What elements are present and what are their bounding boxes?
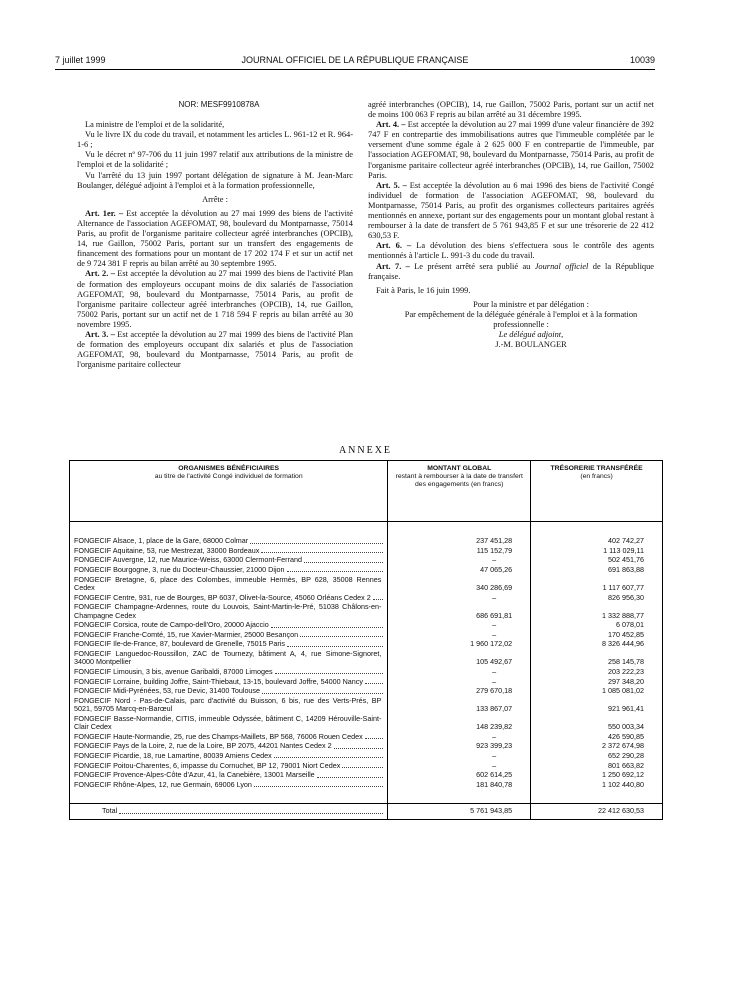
- col2-subtitle: restant à rembourser à la date de transfert des engagements (en francs): [395, 473, 523, 488]
- vu-arrete: Vu l'arrêté du 13 juin 1997 portant délégation de signature à M. Jean-Marc Boulanger, délégué adjoint à l'emploi et à la formation professionnelle,: [77, 170, 353, 190]
- header-date: 7 juillet 1999: [55, 55, 106, 65]
- organisme-name: FONGECIF Bourgogne, 3, rue du Docteur-Chaussier, 21000 Dijon: [74, 564, 285, 574]
- annexe-header-row: [70, 461, 663, 522]
- article-3-continued: agréé interbranches (OPCIB), 14, rue Gaillon, 75002 Paris, portant sur un actif net de moins 100 063 F repris au bilan arrêté au 31 décembre 1995.: [368, 100, 654, 120]
- table-row: [70, 741, 663, 751]
- tresorerie-cell: 691 863,88: [531, 565, 663, 575]
- col3-title: TRÉSORERIE TRANSFÉRÉE: [550, 465, 643, 472]
- total-tresorerie: 22 412 630,53: [531, 804, 663, 819]
- table-row: [70, 696, 663, 714]
- organisme-cell: [70, 630, 388, 640]
- organisme-name: FONGECIF Lorraine, building Joffre, Saint-Thiebaut, 13-15, boulevard Joffre, 54000 Nancy: [74, 676, 363, 686]
- organisme-name: FONGECIF Haute-Normandie, 25, rue des Champs-Maillets, BP 568, 76006 Rouen Cedex: [74, 731, 363, 741]
- article-4-label: Art. 4. –: [376, 120, 406, 130]
- table-row: [70, 592, 663, 602]
- header-rule: [55, 69, 655, 70]
- page-number: 10039: [629, 55, 655, 65]
- signature-line-3: [368, 330, 654, 340]
- montant-cell: –: [388, 555, 531, 565]
- tresorerie-cell: 1 332 888,77: [531, 602, 663, 620]
- organisme-cell: [70, 592, 388, 602]
- organisme-name: FONGECIF Nord - Pas-de-Calais, parc d'activité du Buisson, 6 bis, rue des Verts-Prés, BP 5021, 59705 Marcq-en-Barœul: [74, 695, 382, 714]
- organisme-name: FONGECIF Bretagne, 6, place des Colombes, immeuble Hermès, BP 628, 35008 Rennes Cedex: [74, 574, 382, 592]
- montant-cell: –: [388, 676, 531, 686]
- arrete-heading: Arrête :: [202, 194, 228, 204]
- tresorerie-cell: 258 145,78: [531, 649, 663, 667]
- tresorerie-cell: 203 222,23: [531, 667, 663, 677]
- table-row: [70, 686, 663, 696]
- article-7-text-b: de la République française.: [368, 261, 655, 281]
- montant-cell: 47 065,26: [388, 565, 531, 575]
- organisme-name: FONGECIF Corsica, route de Campo-dell'Oro, 20000 Ajaccio: [74, 620, 269, 630]
- article-2-label: Art. 2. –: [85, 269, 115, 279]
- article-5-text: Est acceptée la dévolution au 6 mai 1996 des biens de l'activité Congé individuel de formation de l'association AGEFOMAT, 98, boulevard du Montparnasse, 75014 Paris, au profit des organismes collecteurs paritaires agréés mentionnés en annexe, portant sur des engagements pour un montant global restant à rembourser à la date de transfert de 5 761 943,85 F et sur une trésorerie de 22 412 630,53 F.: [368, 180, 655, 241]
- article-2: [77, 269, 353, 330]
- montant-cell: 237 451,28: [388, 536, 531, 546]
- signature-line-2: Par empêchement de la déléguée générale à l'emploi et à la formation professionnelle :: [404, 309, 638, 329]
- montant-cell: 923 399,23: [388, 741, 531, 751]
- organisme-cell: [70, 536, 388, 546]
- tresorerie-cell: 8 326 444,96: [531, 639, 663, 649]
- montant-cell: 115 152,79: [388, 546, 531, 556]
- montant-cell: –: [388, 732, 531, 742]
- organisme-cell: [70, 686, 388, 696]
- organisme-cell: [70, 639, 388, 649]
- left-column: [77, 100, 353, 370]
- journal-officiel-ref: Journal officiel: [534, 261, 589, 271]
- table-row: [70, 546, 663, 556]
- table-row: [70, 555, 663, 565]
- table-row: [70, 574, 663, 592]
- organisme-cell: [70, 741, 388, 751]
- organisme-name: FONGECIF Midi-Pyrénées, 53, rue Devic, 31400 Toulouse: [74, 686, 261, 696]
- annexe-title: ANNEXE: [338, 445, 393, 456]
- col1-title: ORGANISMES BÉNÉFICIAIRES: [178, 465, 280, 472]
- table-row: [70, 649, 663, 667]
- organisme-name: FONGECIF Franche-Comté, 15, rue Xavier-Marmier, 25000 Besançon: [74, 629, 299, 639]
- article-7-text-a: Le présent arrêté sera publié au: [414, 261, 531, 271]
- signature-name: J.-M. BOULANGER: [495, 340, 567, 350]
- organisme-name: FONGECIF Aquitaine, 53, rue Mestrezat, 33000 Bordeaux: [74, 545, 260, 555]
- table-row: [70, 714, 663, 732]
- tresorerie-cell: 1 102 440,80: [531, 780, 663, 790]
- montant-cell: 133 867,07: [388, 696, 531, 714]
- organisme-cell: [70, 780, 388, 790]
- table-row: [70, 602, 663, 620]
- montant-cell: –: [388, 620, 531, 630]
- montant-cell: 340 286,69: [388, 574, 531, 592]
- montant-cell: –: [388, 667, 531, 677]
- organisme-name: FONGECIF Poitou-Charentes, 6, impasse du Cornuchet, BP 12, 79001 Niort Cedex: [74, 760, 341, 770]
- article-1: [77, 209, 353, 270]
- vu-code-travail: Vu le livre IX du code du travail, et notamment les articles L. 961-12 et R. 964-1-6 ;: [77, 130, 353, 150]
- table-row: [70, 639, 663, 649]
- tresorerie-cell: 801 663,82: [531, 760, 663, 770]
- montant-cell: –: [388, 592, 531, 602]
- organisme-name: FONGECIF Limousin, 3 bis, avenue Garibaldi, 87000 Limoges: [74, 666, 273, 676]
- organisme-name: FONGECIF Ile-de-France, 87, boulevard de Grenelle, 75015 Paris: [74, 639, 285, 649]
- organisme-cell: [70, 676, 388, 686]
- montant-cell: 181 840,78: [388, 780, 531, 790]
- tresorerie-cell: 402 742,27: [531, 536, 663, 546]
- organisme-name: FONGECIF Alsace, 1, place de la Gare, 68000 Colmar: [74, 536, 249, 546]
- montant-cell: 148 239,82: [388, 714, 531, 732]
- organisme-name: FONGECIF Auvergne, 12, rue Maurice-Weiss, 63000 Clermont-Ferrand: [74, 555, 302, 565]
- signature-line-1: Pour la ministre et par délégation :: [473, 299, 589, 309]
- article-5: [368, 181, 654, 242]
- right-column: [368, 100, 654, 350]
- organisme-name: FONGECIF Languedoc-Roussillon, ZAC de Tournezy, bâtiment A, 4, rue Simone-Signoret, 34000 Montpellier: [74, 648, 382, 667]
- montant-cell: –: [388, 760, 531, 770]
- organisme-cell: [70, 732, 388, 742]
- tresorerie-cell: 426 590,85: [531, 732, 663, 742]
- montant-cell: 602 614,25: [388, 770, 531, 780]
- nor-reference: NOR: MESF9910878A: [178, 100, 260, 109]
- article-3-label: Art. 3. –: [85, 329, 115, 339]
- tresorerie-cell: 297 348,20: [531, 676, 663, 686]
- col-montant-header: [388, 461, 531, 522]
- organisme-cell: [70, 770, 388, 780]
- tresorerie-cell: 1 113 029,11: [531, 546, 663, 556]
- montant-cell: 279 670,18: [388, 686, 531, 696]
- organisme-name: FONGECIF Picardie, 18, rue Lamartine, 80039 Amiens Cedex: [74, 750, 272, 760]
- article-4: [368, 120, 654, 181]
- organisme-name: FONGECIF Basse-Normandie, CITIS, immeuble Odyssée, bâtiment C, 14209 Hérouville-Saint-Clair Cedex: [74, 713, 382, 732]
- table-row: [70, 676, 663, 686]
- page-header: [55, 55, 655, 69]
- annexe-table: [69, 460, 663, 820]
- tresorerie-cell: 921 961,41: [531, 696, 663, 714]
- table-row: [70, 770, 663, 780]
- montant-cell: –: [388, 751, 531, 761]
- tresorerie-cell: 1 085 081,02: [531, 686, 663, 696]
- tresorerie-cell: 1 250 692,12: [531, 770, 663, 780]
- article-1-text: Est acceptée la dévolution au 27 mai 1999 des biens de l'activité Alternance de l'association AGEFOMAT, 98, boulevard du Montparnasse, 75014 Paris, au profit de l'organisme paritaire collecteur agréé interbranches (OPCIB), 14, rue Gaillon, 75002 Paris, portant sur un transfert des engagements de financement des formations pour un montant de 17 202 174 F et sur un actif net de 9 724 381 F repris au bilan arrêté au 30 septembre 1995.: [77, 208, 354, 269]
- col2-title: MONTANT GLOBAL: [427, 465, 492, 472]
- article-2-text: Est acceptée la dévolution au 27 mai 1999 des biens de l'activité Plan de formation des employeurs occupant moins de dix salariés de l'association AGEFOMAT, 98, boulevard du Montparnasse, 75014 Paris, au profit de l'organisme paritaire collecteur agréé interbranches (OPCIB), 14, rue Gaillon, 75002 Paris, portant sur un actif net de 1 718 594 F repris au bilan arrêté au 30 novembre 1995.: [77, 269, 353, 329]
- tresorerie-cell: 2 372 674,98: [531, 741, 663, 751]
- table-row: [70, 780, 663, 790]
- article-7-label: Art. 7. –: [376, 261, 410, 271]
- tresorerie-cell: 502 451,76: [531, 555, 663, 565]
- organisme-cell: [70, 760, 388, 770]
- article-4-text: Est acceptée la dévolution au 27 mai 1999 d'une valeur financière de 392 747 F en contrepartie des immobilisations autres que l'immeuble complétée par le versement d'une somme égale à 2 625 000 F en contrepartie de l'immeuble, par l'association AGEFOMAT, 98, boulevard du Montparnasse, 75014 Paris, au profit de l'organisme paritaire collecteur agréé interbranches (OPCIB), 14, rue Gaillon, 75002 Paris.: [368, 120, 654, 180]
- montant-cell: –: [388, 630, 531, 640]
- organisme-cell: [70, 602, 388, 620]
- signature-place-date: Fait à Paris, le 16 juin 1999.: [376, 285, 471, 295]
- table-row: [70, 751, 663, 761]
- organisme-name: FONGECIF Provence-Alpes-Côte d'Azur, 41, la Canebière, 13001 Marseille: [74, 770, 315, 780]
- organisme-cell: [70, 649, 388, 667]
- organisme-name: FONGECIF Champagne-Ardennes, route du Louvois, Saint-Martin-le-Pré, 51038 Châlons-en-Champagne Cedex: [74, 602, 382, 620]
- table-row: [70, 565, 663, 575]
- table-row: [70, 630, 663, 640]
- article-7: [368, 262, 654, 282]
- montant-cell: 686 691,81: [388, 602, 531, 620]
- table-row: [70, 667, 663, 677]
- table-row: [70, 620, 663, 630]
- article-6-text: La dévolution des biens s'effectuera sous le contrôle des agents mentionnés à l'article L. 991-3 du code du travail.: [368, 241, 654, 261]
- tresorerie-cell: 1 117 607,77: [531, 574, 663, 592]
- tresorerie-cell: 170 452,85: [531, 630, 663, 640]
- montant-cell: 105 492,67: [388, 649, 531, 667]
- organisme-cell: [70, 565, 388, 575]
- article-3-text: Est acceptée la dévolution au 27 mai 1999 des biens de l'activité Plan de formation des employeurs occupant dix salariés et plus de l'association AGEFOMAT, 98, boulevard du Montparnasse, 75014 Paris, au profit de l'organisme paritaire collecteur: [77, 329, 353, 370]
- organisme-cell: [70, 714, 388, 732]
- article-6: [368, 241, 654, 261]
- col1-subtitle: au titre de l'activité Congé individuel de formation: [154, 473, 303, 480]
- minister-line: La ministre de l'emploi et de la solidarité,: [85, 120, 225, 130]
- signature-title: Le délégué adjoint,: [498, 330, 564, 340]
- total-montant: 5 761 943,85: [388, 804, 531, 819]
- tresorerie-cell: 6 078,01: [531, 620, 663, 630]
- total-label-cell: [70, 804, 388, 819]
- montant-cell: 1 960 172,02: [388, 639, 531, 649]
- vu-decret: Vu le décret nº 97-706 du 11 juin 1997 relatif aux attributions de la ministre de l'emploi et de la solidarité ;: [77, 150, 353, 170]
- total-label: Total: [102, 806, 118, 816]
- organisme-name: FONGECIF Centre, 931, rue de Bourges, BP 6037, Olivet-la-Source, 45060 Orléans Cedex 2: [74, 592, 371, 602]
- col-organismes-header: [70, 461, 388, 522]
- article-5-label: Art. 5. –: [376, 180, 407, 190]
- organisme-cell: [70, 546, 388, 556]
- article-6-label: Art. 6. –: [376, 241, 412, 251]
- table-row: [70, 536, 663, 546]
- col-tresorerie-header: [531, 461, 663, 522]
- organisme-cell: [70, 620, 388, 630]
- organisme-name: FONGECIF Rhône-Alpes, 12, rue Germain, 69006 Lyon: [74, 779, 252, 789]
- article-3: [77, 330, 353, 370]
- total-row: [70, 804, 663, 819]
- article-1-label: Art. 1er. –: [85, 208, 124, 218]
- organisme-cell: [70, 555, 388, 565]
- journal-title: JOURNAL OFFICIEL DE LA RÉPUBLIQUE FRANÇAISE: [241, 55, 469, 65]
- organisme-cell: [70, 696, 388, 714]
- organisme-name: FONGECIF Pays de la Loire, 2, rue de la Loire, BP 2075, 44201 Nantes Cedex 2: [74, 741, 332, 751]
- table-row: [70, 732, 663, 742]
- table-row: [70, 760, 663, 770]
- organisme-cell: [70, 751, 388, 761]
- organisme-cell: [70, 574, 388, 592]
- tresorerie-cell: 652 290,28: [531, 751, 663, 761]
- organisme-cell: [70, 667, 388, 677]
- tresorerie-cell: 826 956,30: [531, 592, 663, 602]
- col3-subtitle: (en francs): [580, 473, 613, 480]
- tresorerie-cell: 550 003,34: [531, 714, 663, 732]
